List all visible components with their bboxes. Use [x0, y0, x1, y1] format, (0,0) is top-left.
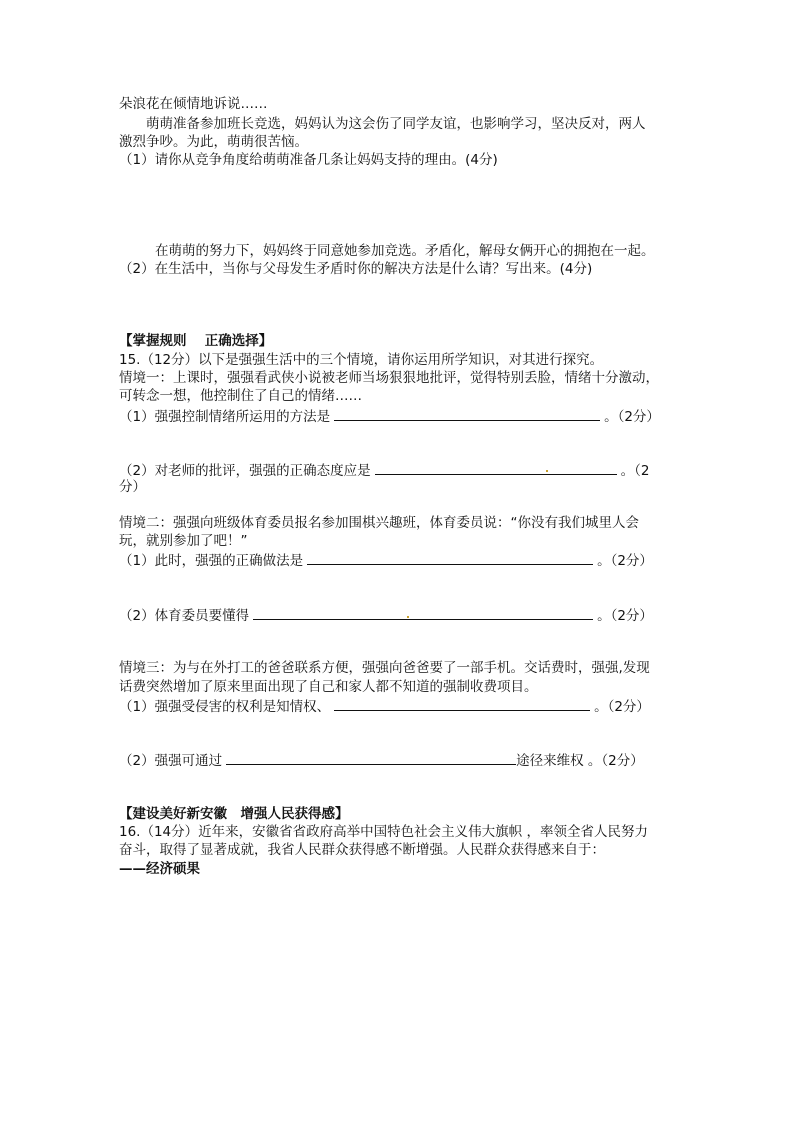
- scenario-2-question-2: [119, 605, 653, 625]
- answer-blank[interactable]: [226, 750, 516, 765]
- scenario-1-question-2-wrap: 分）: [119, 479, 146, 495]
- scenario-1-question-2: [119, 460, 649, 480]
- scenario-2-question-2-tail: 。（2分）: [597, 608, 653, 624]
- decorative-dot: [546, 470, 548, 472]
- scenario-1-question-1-text: （1）强强控制情绪所运用的方法是: [119, 409, 331, 425]
- scenario-2-question-2-text: （2）体育委员要懂得: [119, 608, 250, 624]
- answer-blank[interactable]: [307, 550, 593, 565]
- scenario-1-question-2-text: （2）对老师的批评，强强的正确态度应是: [119, 463, 371, 479]
- scenario-3-question-2-text: （2）强强可通过: [119, 753, 223, 769]
- answer-blank[interactable]: [334, 696, 590, 711]
- question-16-line-1: 16.（14分）近年来，安徽省省政府高举中国特色社会主义伟大旗帜 ，率领全省人民努力: [119, 824, 648, 840]
- scenario-2-question-1-text: （1）此时，强强的正确做法是: [119, 553, 304, 569]
- scenario-1-question-1: [119, 406, 660, 426]
- answer-blank[interactable]: [334, 406, 600, 421]
- scenario-3-question-2: [119, 750, 644, 770]
- section-heading-rules: 【掌握规则 正确选择】: [119, 333, 273, 349]
- scenario-1-question-2-tail: 。（2: [620, 463, 650, 479]
- answer-blank[interactable]: [253, 605, 593, 620]
- resolve-line: 在萌萌的努力下，妈妈终于同意她参加竞选。矛盾化，解母女俩开心的拥抱在一起。: [155, 243, 655, 259]
- scenario-3-question-2-mid: 途径来维权 。（2分）: [516, 753, 644, 769]
- question-1: （1）请你从竞争角度给萌萌准备几条让妈妈支持的理由。(4分): [119, 152, 498, 168]
- section-heading-anhui: 【建设美好新安徽 增强人民获得感】: [119, 806, 349, 822]
- decorative-dot: [407, 616, 409, 618]
- scenario-2-line-2: 玩，就别参加了吧！”: [119, 533, 248, 549]
- scenario-2-line-1: 情境二：强强向班级体育委员报名参加围棋兴趣班，体育委员说：“你没有我们城里人会: [119, 515, 639, 531]
- intro-line-2: 萌萌准备参加班长竞选，妈妈认为这会伤了同学友谊，也影响学习，坚决反对，两人: [146, 116, 646, 132]
- scenario-3-question-1-tail: 。（2分）: [594, 699, 650, 715]
- question-15: 15.（12分）以下是强强生活中的三个情境，请你运用所学知识，对其进行探究。: [119, 352, 604, 368]
- scenario-3-question-1-text: （1）强强受侵害的权利是知情权、: [119, 699, 331, 715]
- scenario-1-question-1-tail: 。（2分）: [604, 409, 660, 425]
- question-16-line-2: 奋斗，取得了显著成就，我省人民群众获得感不断增强。人民群众获得感来自于：: [119, 842, 605, 858]
- answer-blank[interactable]: [375, 460, 617, 475]
- scenario-3-line-1: 情境三：为与在外打工的爸爸联系方便，强强向爸爸要了一部手机。交话费时，强强,发现: [119, 660, 650, 676]
- scenario-1-line-1: 情境一：上课时，强强看武侠小说被老师当场狠狠地批评，觉得特别丢脸，情绪十分激动，: [119, 370, 659, 386]
- intro-line-1: 朵浪花在倾情地诉说……: [119, 96, 268, 112]
- scenario-2-question-1: [119, 550, 653, 570]
- question-2: （2）在生活中，当你与父母发生矛盾时你的解决方法是什么请？写出来。(4分): [119, 261, 593, 277]
- scenario-1-line-2: 可转念一想，他控制住了自己的情绪……: [119, 388, 362, 404]
- sub-heading-economy: ——经济硕果: [119, 861, 200, 877]
- scenario-3-question-1: [119, 696, 650, 716]
- scenario-2-question-1-tail: 。（2分）: [597, 553, 653, 569]
- scenario-3-line-2: 话费突然增加了原来里面出现了自己和家人都不知道的强制收费项目。: [119, 679, 538, 695]
- intro-line-3: 激烈争吵。为此，萌萌很苦恼。: [119, 134, 308, 150]
